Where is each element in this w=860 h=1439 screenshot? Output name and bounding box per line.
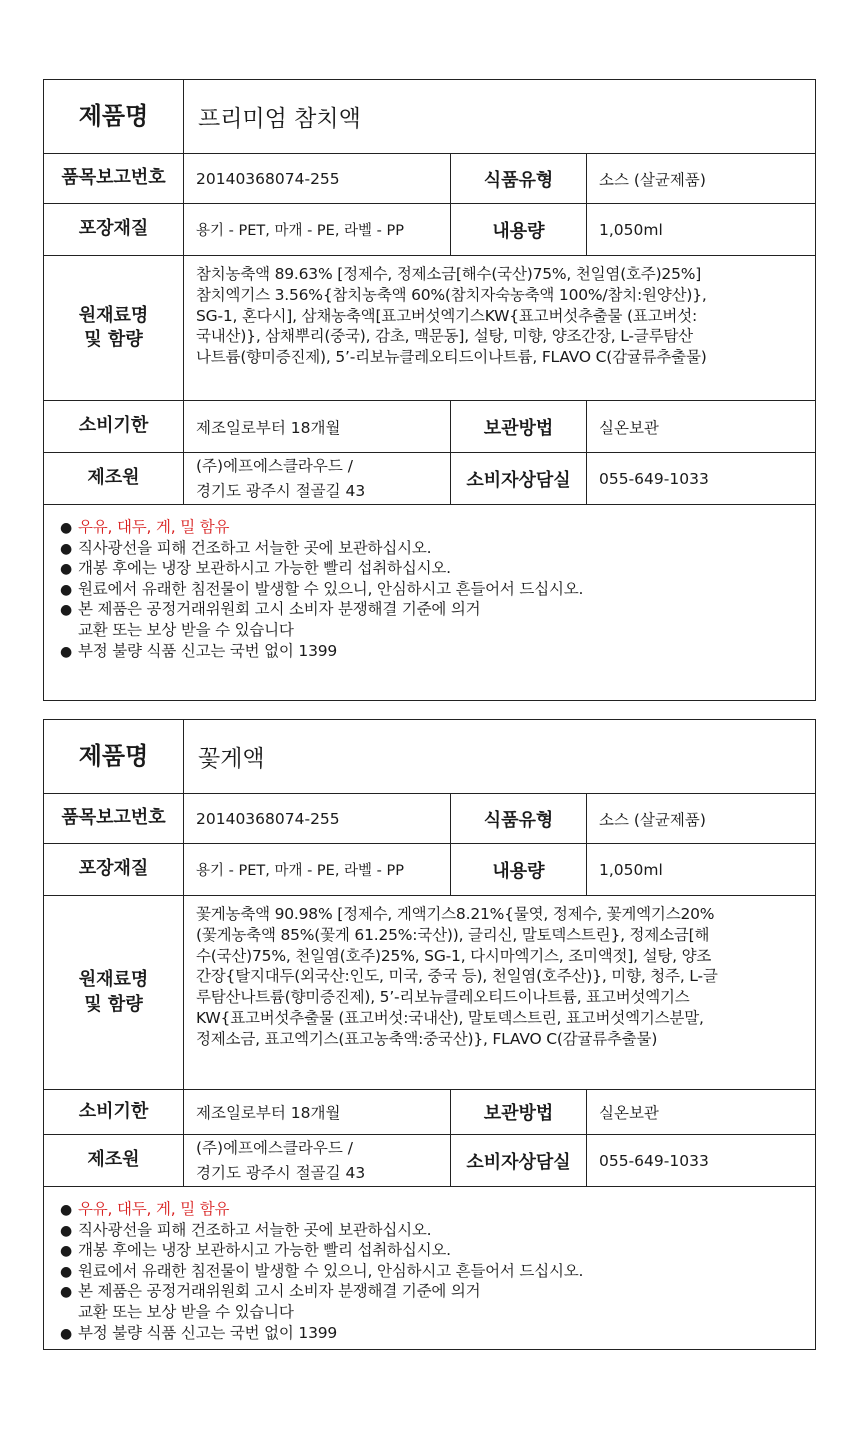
- bullet-icon: ●: [60, 1325, 73, 1342]
- report-no-label: 품목보고번호: [44, 154, 184, 203]
- bullet-icon: ●: [60, 561, 73, 578]
- packaging-volume-row: [44, 844, 815, 896]
- ingredients-line: SG-1, 혼다시], 삼채농축액[표고버섯엑기스KW{표고버섯추출물 (표고버섯:: [196, 306, 698, 325]
- manufacturer-row: [44, 1135, 815, 1187]
- report-type-row: [44, 794, 815, 844]
- ingredients-line: 국내산)}, 삼채뿌리(중국), 감초, 맥문동], 설탕, 미향, 양조간장, L-글루탐산: [196, 327, 693, 346]
- allergen-note: ● 우유, 대두, 게, 밀 함유: [60, 518, 230, 536]
- bullet-icon: ●: [60, 520, 73, 536]
- food-type-value: 소스 (살균제품): [599, 170, 706, 189]
- expiry-value: 제조일로부터 18개월: [184, 401, 451, 452]
- product-name-value: 꽃게액: [198, 746, 265, 772]
- bullet-icon: ●: [60, 540, 73, 557]
- ingredients-label-line1: 원재료명: [78, 969, 149, 991]
- note-item: ● 개봉 후에는 냉장 보관하시고 가능한 빨리 섭취하십시오.: [60, 559, 451, 578]
- note-item: ● 본 제품은 공정거래위원회 고시 소비자 분쟁해결 기준에 의거: [60, 600, 481, 619]
- ingredients-line: 나트륨(향미증진제), 5’-리보뉴클레오티드이나트륨, FLAVO C(감귤류추출물): [196, 348, 707, 367]
- expiry-storage-row: [44, 1090, 815, 1135]
- report-type-row: [44, 154, 815, 204]
- packaging-volume-row: [44, 204, 815, 256]
- manufacturer-value: [184, 453, 451, 504]
- ingredients-line: KW{표고버섯추출물 (표고버섯:국내산), 말토덱스트린, 표고버섯엑기스분말,: [196, 1008, 704, 1027]
- note-item: ● 직사광선을 피해 건조하고 서늘한 곳에 보관하십시오.: [60, 538, 432, 557]
- food-type-value: 소스 (살균제품): [599, 810, 706, 829]
- expiry-label: 소비기한: [44, 1090, 184, 1134]
- product-name-row: [44, 720, 815, 794]
- ingredients-label: [44, 896, 184, 1089]
- food-type-label: 식품유형: [451, 154, 587, 203]
- allergen-note: ● 우유, 대두, 게, 밀 함유: [60, 1200, 230, 1218]
- manufacturer-row: [44, 453, 815, 505]
- consumer-center-value: 055-649-1033: [599, 469, 709, 488]
- expiry-storage-row: [44, 401, 815, 453]
- ingredients-line: 정제소금, 표고엑기스(표고농축액:중국산)}, FLAVO C(감귤류추출물): [196, 1029, 658, 1048]
- ingredients-line: 루탐산나트륨(향미증진제), 5’-리보뉴클레오티드이나트륨, 표고버섯엑기스: [196, 988, 690, 1007]
- manufacturer-label: 제조원: [44, 1135, 184, 1186]
- bullet-icon: ●: [60, 643, 73, 660]
- note-item: ● 원료에서 유래한 침전물이 발생할 수 있으니, 안심하시고 흔들어서 드십시오.: [60, 579, 584, 598]
- bullet-icon: ●: [60, 1263, 73, 1280]
- note-item: ● 원료에서 유래한 침전물이 발생할 수 있으니, 안심하시고 흔들어서 드십시오.: [60, 1261, 584, 1280]
- ingredients-row: [44, 256, 815, 401]
- volume-label: 내용량: [451, 204, 587, 255]
- notes-section: [44, 505, 815, 661]
- report-no-value: 20140368074-255: [184, 154, 451, 203]
- product-name-label: 제품명: [44, 720, 184, 793]
- consumer-center-value: 055-649-1033: [599, 1151, 709, 1170]
- consumer-center-label: 소비자상담실: [451, 453, 587, 504]
- product-label-table-premium-tuna: [43, 79, 816, 701]
- manufacturer-value: [184, 1135, 451, 1186]
- manufacturer-address: 경기도 광주시 절골길 43: [196, 1163, 366, 1182]
- manufacturer-label: 제조원: [44, 453, 184, 504]
- bullet-icon: ●: [60, 1202, 73, 1218]
- bullet-icon: ●: [60, 581, 73, 598]
- bullet-icon: ●: [60, 1284, 73, 1301]
- report-no-value: 20140368074-255: [184, 794, 451, 843]
- note-item-continuation: 교환 또는 보상 받을 수 있습니다: [78, 621, 294, 640]
- note-item: ● 개봉 후에는 냉장 보관하시고 가능한 빨리 섭취하십시오.: [60, 1241, 451, 1260]
- note-item: ● 본 제품은 공정거래위원회 고시 소비자 분쟁해결 기준에 의거: [60, 1282, 481, 1301]
- ingredients-line: (꽃게농축액 85%(꽃게 61.25%:국산)), 글리신, 말토덱스트린}, 정제소금[해: [196, 925, 710, 944]
- ingredients-label-line2: 및 함량: [84, 329, 143, 350]
- manufacturer-name: (주)에프에스클라우드 /: [196, 456, 354, 475]
- product-name-value: 프리미엄 참치액: [198, 106, 361, 132]
- manufacturer-name: (주)에프에스클라우드 /: [196, 1138, 354, 1157]
- ingredients-line: 간장{탈지대두(외국산:인도, 미국, 중국 등), 천일염(호주산)}, 미향, 청주, L-글: [196, 967, 718, 986]
- ingredients-line: 참치농축액 89.63% [정제수, 정제소금[해수(국산)75%, 천일염(호주)25%]: [196, 265, 702, 283]
- ingredients-label-line2: 및 함량: [84, 993, 143, 1015]
- ingredients-value: [184, 256, 815, 400]
- packaging-label: 포장재질: [44, 204, 184, 255]
- ingredients-label: [44, 256, 184, 400]
- ingredients-value: [184, 896, 815, 1089]
- volume-value: 1,050ml: [599, 220, 663, 239]
- bullet-icon: ●: [60, 1243, 73, 1260]
- bullet-icon: ●: [60, 602, 73, 619]
- product-label-table-crab: [43, 719, 816, 1350]
- volume-value: 1,050ml: [599, 860, 663, 879]
- ingredients-line: 참치엑기스 3.56%{참치농축액 60%(참치자숙농축액 100%/참치:원양산)},: [196, 285, 707, 304]
- note-item-continuation: 교환 또는 보상 받을 수 있습니다: [78, 1303, 294, 1322]
- ingredients-label-line1: 원재료명: [78, 304, 149, 326]
- consumer-center-label: 소비자상담실: [451, 1135, 587, 1186]
- note-item: ● 부정 불량 식품 신고는 국번 없이 1399: [60, 1323, 338, 1342]
- product-name-row: [44, 80, 815, 154]
- ingredients-line: 꽃게농축액 90.98% [정제수, 게액기스8.21%{물엿, 정제수, 꽃게엑기스20%: [196, 905, 715, 923]
- packaging-value: 용기 - PET, 마개 - PE, 라벨 - PP: [184, 844, 451, 895]
- note-item: ● 직사광선을 피해 건조하고 서늘한 곳에 보관하십시오.: [60, 1220, 432, 1239]
- storage-value: 실온보관: [599, 418, 659, 437]
- packaging-label: 포장재질: [44, 844, 184, 895]
- storage-label: 보관방법: [451, 401, 587, 452]
- notes-section: [44, 1187, 815, 1343]
- storage-label: 보관방법: [451, 1090, 587, 1134]
- manufacturer-address: 경기도 광주시 절골길 43: [196, 481, 366, 500]
- volume-label: 내용량: [451, 844, 587, 895]
- bullet-icon: ●: [60, 1222, 73, 1239]
- storage-value: 실온보관: [599, 1104, 659, 1122]
- ingredients-line: 수(국산)75%, 천일염(호주)25%, SG-1, 다시마엑기스, 조미액젓], 설탕, 양조: [196, 946, 712, 965]
- packaging-value: 용기 - PET, 마개 - PE, 라벨 - PP: [184, 204, 451, 255]
- note-item: ● 부정 불량 식품 신고는 국번 없이 1399: [60, 641, 338, 660]
- expiry-label: 소비기한: [44, 401, 184, 452]
- food-type-label: 식품유형: [451, 794, 587, 843]
- product-name-label: 제품명: [44, 80, 184, 153]
- expiry-value: 제조일로부터 18개월: [184, 1090, 451, 1134]
- report-no-label: 품목보고번호: [44, 794, 184, 843]
- ingredients-row: [44, 896, 815, 1090]
